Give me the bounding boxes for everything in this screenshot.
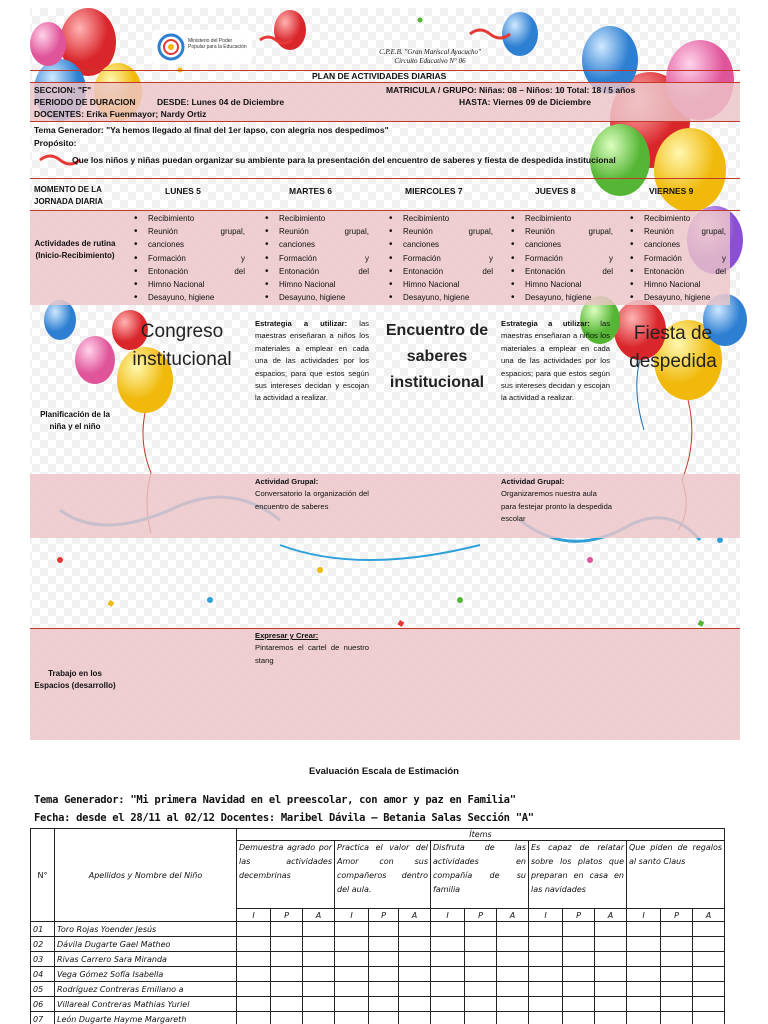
student-name: Toro Rojas Yoender Jesús [55, 922, 237, 937]
score-cell[interactable] [303, 922, 335, 937]
score-cell[interactable] [693, 952, 725, 967]
score-cell[interactable] [661, 922, 693, 937]
student-number: 01 [31, 922, 55, 937]
score-cell[interactable] [431, 967, 465, 982]
day-header-thursday: JUEVES 8 [535, 186, 576, 196]
student-number: 05 [31, 982, 55, 997]
score-cell[interactable] [237, 937, 271, 952]
logo-text: Ministerio del Poder Popular para la Educación [188, 38, 247, 50]
score-cell[interactable] [661, 982, 693, 997]
score-cell[interactable] [237, 997, 271, 1012]
list-item: • Recibimiento [387, 212, 493, 225]
list-item: • Recibimiento [132, 212, 245, 225]
score-cell[interactable] [335, 997, 369, 1012]
score-cell[interactable] [497, 952, 529, 967]
score-cell[interactable] [497, 937, 529, 952]
list-item: • Entonación del [263, 265, 369, 278]
list-item: • canciones [387, 238, 493, 251]
evaluation-table [30, 828, 725, 1024]
list-item: • Desayuno, higiene [132, 291, 245, 304]
table-row [31, 997, 725, 1012]
score-cell[interactable] [237, 967, 271, 982]
divider [30, 121, 740, 122]
scale-i: I [627, 909, 661, 922]
score-cell[interactable] [431, 982, 465, 997]
col-name-header: Apellidos y Nombre del Niño [55, 829, 237, 922]
moment-header: MOMENTO DE LA JORNADA DIARIA [34, 185, 104, 206]
student-name: Vega Gómez Sofía Isabella [55, 967, 237, 982]
list-item: • canciones [132, 238, 245, 251]
list-item: • Formación y [628, 252, 726, 265]
group-activity-thursday: Actividad Grupal: Organizaremos nuestra aula para festejar pronto la despedida escolar [501, 477, 613, 524]
score-cell[interactable] [369, 982, 399, 997]
evaluation-theme: Tema Generador: "Mi primera Navidad en el preescolar, con amor y paz en Familia" [34, 794, 516, 806]
work-spaces-band [30, 628, 740, 740]
routine-list-wednesday [387, 212, 493, 304]
list-item: • canciones [263, 238, 369, 251]
work-spaces-label: Trabajo en los Espacios (desarrollo) [34, 669, 116, 690]
student-name: Rivas Carrero Sara Miranda [55, 952, 237, 967]
day-header-wednesday: MIERCOLES 7 [405, 186, 463, 196]
list-item: • Formación y [263, 252, 369, 265]
score-cell[interactable] [627, 1012, 661, 1024]
table-row [31, 952, 725, 967]
list-item: • Desayuno, higiene [387, 291, 493, 304]
score-cell[interactable] [563, 997, 595, 1012]
list-item: • Reunión grupal, [263, 225, 369, 238]
score-cell[interactable] [237, 982, 271, 997]
score-cell[interactable] [399, 922, 431, 937]
school-header [330, 48, 530, 66]
day-header-tuesday: MARTES 6 [289, 186, 332, 196]
list-item: • Reunión grupal, [509, 225, 613, 238]
strategy-thursday: Estrategia a utilizar: las maestras enseñaran a niños los materiales a emplear en cada una de las actividades por los espacios; para que estos según sus intereses decidan y escojan la actividad a realizar. [501, 319, 610, 403]
planning-label: Planificación de la niña y el niño [40, 410, 110, 431]
score-cell[interactable] [237, 922, 271, 937]
day-header-friday: VIERNES 9 [649, 186, 694, 196]
items-header: Ítems [237, 829, 725, 841]
list-item: • Himno Nacional [387, 278, 493, 291]
list-item: • Recibimiento [628, 212, 726, 225]
group-activity-band [30, 474, 740, 538]
score-cell[interactable] [399, 1012, 431, 1024]
score-cell[interactable] [271, 922, 303, 937]
score-cell[interactable] [335, 967, 369, 982]
table-row [31, 967, 725, 982]
item-3: Disfruta de las actividades en compañía de su familia [431, 841, 529, 909]
generator-theme: Tema Generador: "Ya hemos llegado al final del 1er lapso, con alegría nos despedimos" [34, 125, 389, 135]
score-cell[interactable] [529, 1012, 563, 1024]
scale-p: P [661, 909, 693, 922]
student-name: León Dugarte Hayme Margareth [55, 1012, 237, 1024]
end-date: HASTA: Viernes 09 de Diciembre [459, 97, 591, 107]
score-cell[interactable] [431, 952, 465, 967]
score-cell[interactable] [595, 937, 627, 952]
student-number: 06 [31, 997, 55, 1012]
section-label: SECCION: "F" [34, 85, 92, 95]
score-cell[interactable] [303, 997, 335, 1012]
teachers: DOCENTES: Erika Fuenmayor; Nardy Ortiz [34, 109, 207, 119]
evaluation-date-teachers: Fecha: desde el 28/11 al 02/12 Docentes: Maribel Dávila – Betania Salas Sección "A" [34, 812, 534, 824]
score-cell[interactable] [595, 1012, 627, 1024]
score-cell[interactable] [563, 922, 595, 937]
score-cell[interactable] [627, 922, 661, 937]
score-cell[interactable] [465, 937, 497, 952]
score-cell[interactable] [465, 952, 497, 967]
list-item: • Entonación del [509, 265, 613, 278]
score-cell[interactable] [431, 922, 465, 937]
score-cell[interactable] [431, 1012, 465, 1024]
list-item: • Desayuno, higiene [628, 291, 726, 304]
score-cell[interactable] [497, 997, 529, 1012]
event-knowledge-meeting: Encuentro de saberes institucional [385, 322, 489, 391]
list-item: • Reunión grupal, [387, 225, 493, 238]
scale-i: I [237, 909, 271, 922]
score-cell[interactable] [399, 967, 431, 982]
score-cell[interactable] [563, 1012, 595, 1024]
score-cell[interactable] [661, 952, 693, 967]
score-cell[interactable] [595, 922, 627, 937]
score-cell[interactable] [399, 982, 431, 997]
score-cell[interactable] [335, 1012, 369, 1024]
scale-i: I [431, 909, 465, 922]
list-item: • Entonación del [387, 265, 493, 278]
routine-label: Actividades de rutina (Inicio-Recibimiento) [34, 239, 116, 260]
score-cell[interactable] [529, 997, 563, 1012]
student-number: 07 [31, 1012, 55, 1024]
school-circuit: Circuito Educativo N° 06 [394, 57, 466, 65]
score-cell[interactable] [271, 997, 303, 1012]
score-cell[interactable] [497, 982, 529, 997]
score-cell[interactable] [465, 997, 497, 1012]
score-cell[interactable] [431, 997, 465, 1012]
scale-a: A [693, 909, 725, 922]
school-name: C.P.E.B. "Gran Mariscal Ayacucho" [379, 48, 481, 56]
score-cell[interactable] [335, 952, 369, 967]
score-cell[interactable] [529, 982, 563, 997]
score-cell[interactable] [661, 1012, 693, 1024]
table-row [31, 1012, 725, 1024]
list-item: • Entonación del [132, 265, 245, 278]
score-cell[interactable] [303, 937, 335, 952]
student-rows [31, 922, 725, 1024]
strategy-tuesday: Estrategia a utilizar: las maestras enseñaran a niños los materiales a emplear en cada una de las actividades por los espacios; para que estos según sus intereses decidan y escojan la actividad a realizar. [255, 319, 369, 403]
score-cell[interactable] [661, 997, 693, 1012]
table-row [31, 922, 725, 937]
purpose-text: Que los niños y niñas puedan organizar su ambiente para la presentación del encuentro de saberes y fiesta de despedida institucional [72, 155, 616, 165]
day-header-monday: LUNES 5 [165, 186, 201, 196]
score-cell[interactable] [271, 982, 303, 997]
score-cell[interactable] [563, 952, 595, 967]
score-cell[interactable] [529, 967, 563, 982]
list-item: • Reunión grupal, [132, 225, 245, 238]
score-cell[interactable] [369, 937, 399, 952]
list-item: • Himno Nacional [628, 278, 726, 291]
scale-p: P [271, 909, 303, 922]
event-farewell-party: Fiesta de despedida [629, 323, 717, 372]
ministry-logo [152, 30, 252, 64]
score-cell[interactable] [237, 1012, 271, 1024]
score-cell[interactable] [497, 1012, 529, 1024]
list-item: • Recibimiento [263, 212, 369, 225]
score-cell[interactable] [369, 997, 399, 1012]
score-cell[interactable] [529, 952, 563, 967]
score-cell[interactable] [563, 967, 595, 982]
score-cell[interactable] [465, 1012, 497, 1024]
score-cell[interactable] [693, 967, 725, 982]
period-label: PERIODO DE DURACION [34, 97, 136, 107]
enrollment-label: MATRICULA / GRUPO: Niñas: 08 – Niños: 10 Total: 18 / 5 años [386, 85, 636, 95]
score-cell[interactable] [431, 937, 465, 952]
score-cell[interactable] [271, 937, 303, 952]
score-cell[interactable] [661, 967, 693, 982]
score-cell[interactable] [335, 982, 369, 997]
list-item: • Formación y [387, 252, 493, 265]
student-number: 02 [31, 937, 55, 952]
score-cell[interactable] [399, 937, 431, 952]
list-item: • Recibimiento [509, 212, 613, 225]
scale-i: I [335, 909, 369, 922]
score-cell[interactable] [693, 1012, 725, 1024]
score-cell[interactable] [627, 967, 661, 982]
list-item: • Himno Nacional [263, 278, 369, 291]
score-cell[interactable] [271, 952, 303, 967]
list-item: • Himno Nacional [132, 278, 245, 291]
scale-p: P [563, 909, 595, 922]
score-cell[interactable] [399, 997, 431, 1012]
score-cell[interactable] [529, 922, 563, 937]
scale-a: A [399, 909, 431, 922]
list-item: • Formación y [132, 252, 245, 265]
ministry-logo-icon [156, 32, 186, 62]
score-cell[interactable] [693, 997, 725, 1012]
scale-p: P [465, 909, 497, 922]
start-date: DESDE: Lunes 04 de Diciembre [157, 97, 285, 107]
student-number: 04 [31, 967, 55, 982]
evaluation-title: Evaluación Escala de Estimación [309, 766, 459, 777]
score-cell[interactable] [369, 922, 399, 937]
score-cell[interactable] [693, 937, 725, 952]
express-create-tuesday: Expresar y Crear: Pintaremos el cartel de nuestro stang [255, 631, 369, 665]
student-number: 03 [31, 952, 55, 967]
score-cell[interactable] [399, 952, 431, 967]
score-cell[interactable] [271, 1012, 303, 1024]
student-name: Dávila Dugarte Gael Matheo [55, 937, 237, 952]
score-cell[interactable] [369, 952, 399, 967]
routine-list-tuesday [263, 212, 369, 304]
list-item: • Formación y [509, 252, 613, 265]
score-cell[interactable] [303, 952, 335, 967]
list-item: • Reunión grupal, [628, 225, 726, 238]
student-name: Rodríguez Contreras Emiliano a [55, 982, 237, 997]
score-cell[interactable] [369, 1012, 399, 1024]
event-congress: Congreso institucional [132, 321, 232, 370]
scale-p: P [369, 909, 399, 922]
score-cell[interactable] [465, 922, 497, 937]
table-row [31, 937, 725, 952]
purpose-label: Propósito: [34, 138, 77, 148]
item-2: Practica el valor del Amor con sus compañeros dentro del aula. [335, 841, 431, 909]
item-5: Que piden de regalos al santo Claus [627, 841, 725, 909]
score-cell[interactable] [563, 937, 595, 952]
score-cell[interactable] [303, 982, 335, 997]
score-cell[interactable] [465, 967, 497, 982]
routine-list-monday [132, 212, 245, 304]
list-item: • Desayuno, higiene [509, 291, 613, 304]
score-cell[interactable] [595, 982, 627, 997]
list-item: • Entonación del [628, 265, 726, 278]
score-cell[interactable] [627, 997, 661, 1012]
score-cell[interactable] [693, 922, 725, 937]
scale-a: A [595, 909, 627, 922]
score-cell[interactable] [303, 967, 335, 982]
score-cell[interactable] [595, 997, 627, 1012]
score-cell[interactable] [497, 922, 529, 937]
score-cell[interactable] [627, 952, 661, 967]
score-cell[interactable] [595, 967, 627, 982]
score-cell[interactable] [627, 937, 661, 952]
score-cell[interactable] [369, 967, 399, 982]
score-cell[interactable] [465, 982, 497, 997]
routine-list-thursday [509, 212, 613, 304]
group-activity-tuesday: Actividad Grupal: Conversatorio la organización del encuentro de saberes [255, 477, 369, 511]
score-cell[interactable] [335, 922, 369, 937]
list-item: • canciones [628, 238, 726, 251]
scale-a: A [497, 909, 529, 922]
score-cell[interactable] [595, 952, 627, 967]
divider [30, 628, 740, 629]
score-cell[interactable] [237, 952, 271, 967]
score-cell[interactable] [335, 937, 369, 952]
routine-list-friday [628, 212, 726, 304]
divider [30, 178, 740, 179]
student-name: Villareal Contreras Mathias Yuriel [55, 997, 237, 1012]
list-item: • Himno Nacional [509, 278, 613, 291]
scale-i: I [529, 909, 563, 922]
score-cell[interactable] [563, 982, 595, 997]
score-cell[interactable] [627, 982, 661, 997]
item-1: Demuestra agrado por las actividades decembrinas [237, 841, 335, 909]
col-number-header: N° [31, 829, 55, 922]
item-4: Es capaz de relatar sobre los platos que preparan en casa en las navidades [529, 841, 627, 909]
table-row [31, 982, 725, 997]
score-cell[interactable] [497, 967, 529, 982]
list-item: • Desayuno, higiene [263, 291, 369, 304]
score-cell[interactable] [271, 967, 303, 982]
score-cell[interactable] [529, 937, 563, 952]
score-cell[interactable] [693, 982, 725, 997]
list-item: • canciones [509, 238, 613, 251]
score-cell[interactable] [303, 1012, 335, 1024]
scale-a: A [303, 909, 335, 922]
score-cell[interactable] [661, 937, 693, 952]
plan-title: PLAN DE ACTIVIDADES DIARIAS [312, 71, 447, 81]
